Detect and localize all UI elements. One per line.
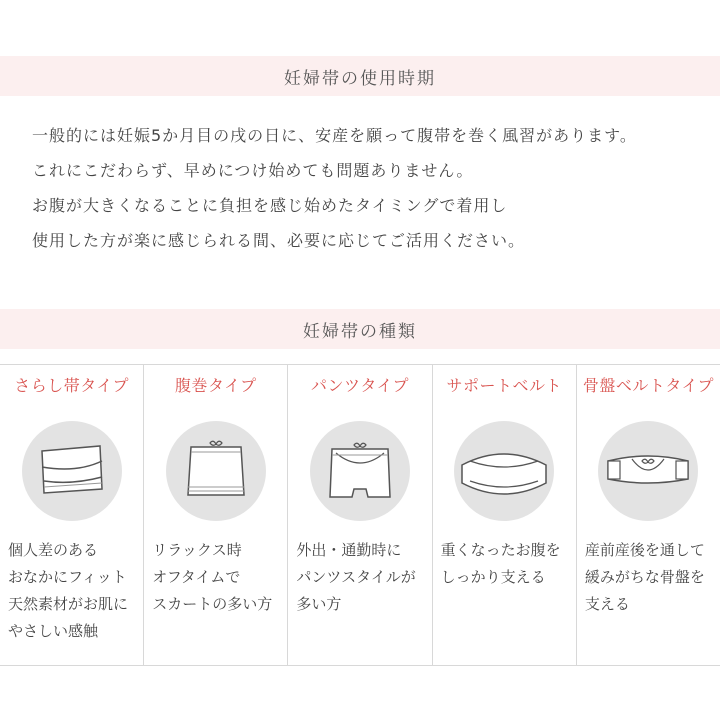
description-line: 天然素材がお肌に [8, 595, 129, 613]
description-line: しっかり支える [440, 568, 546, 586]
support-belt-icon [454, 421, 554, 521]
belt-type-pants [288, 365, 432, 665]
description-line: 個人差のある [8, 541, 99, 559]
description-line: 使用した方が楽に感じられる間、必要に応じてご活用ください。 [32, 231, 526, 250]
description-line: 重くなったお腹を [440, 541, 561, 559]
belt-type-description [441, 537, 574, 591]
description-line: スカートの多い方 [152, 595, 273, 613]
haramaki-icon [166, 421, 266, 521]
belt-type-title: さらし帯タイプ [14, 376, 129, 395]
usage-period-heading [0, 56, 720, 96]
description-line: 産前産後を通して [584, 541, 705, 559]
usage-period-heading-text: 妊婦帯の使用時期 [284, 68, 436, 89]
belt-type-support [433, 365, 577, 665]
description-line: やさしい感触 [8, 622, 99, 640]
description-line: お腹が大きくなることに負担を感じ始めたタイミングで着用し [32, 196, 508, 215]
belt-type-title: パンツタイプ [310, 376, 410, 395]
pants-icon [310, 421, 410, 521]
description-line: パンツスタイルが [296, 568, 416, 586]
description-line: 一般的には妊娠5か月目の戌の日に、安産を願って腹帯を巻く風習があります。 [32, 126, 637, 145]
belt-type-haramaki [144, 365, 288, 665]
belt-types-heading [0, 309, 720, 349]
belt-types-table [0, 364, 720, 666]
belt-type-description [152, 537, 285, 618]
belt-type-description [8, 537, 141, 645]
belt-type-pelvic [577, 365, 720, 665]
pelvic-belt-icon [598, 421, 698, 521]
belt-type-description [296, 537, 429, 618]
belt-type-sarashi [0, 365, 144, 665]
usage-period-description [32, 118, 702, 258]
belt-types-heading-text: 妊婦帯の種類 [303, 321, 417, 342]
description-line: おなかにフィット [8, 568, 127, 586]
belt-type-title: 骨盤ベルトタイプ [582, 376, 715, 395]
belt-type-title: サポートベルト [446, 376, 562, 395]
description-line: これにこだわらず、早めにつけ始めても問題ありません。 [32, 161, 474, 180]
description-line: リラックス時 [152, 541, 242, 559]
belt-type-description [585, 537, 718, 618]
description-line: 多い方 [296, 595, 342, 613]
description-line: 支える [584, 595, 630, 613]
sarashi-belt-icon [22, 421, 122, 521]
belt-type-title: 腹巻タイプ [174, 376, 257, 395]
description-line: オフタイムで [152, 568, 241, 586]
description-line: 緩みがちな骨盤を [584, 568, 705, 586]
description-line: 外出・通勤時に [296, 541, 402, 559]
